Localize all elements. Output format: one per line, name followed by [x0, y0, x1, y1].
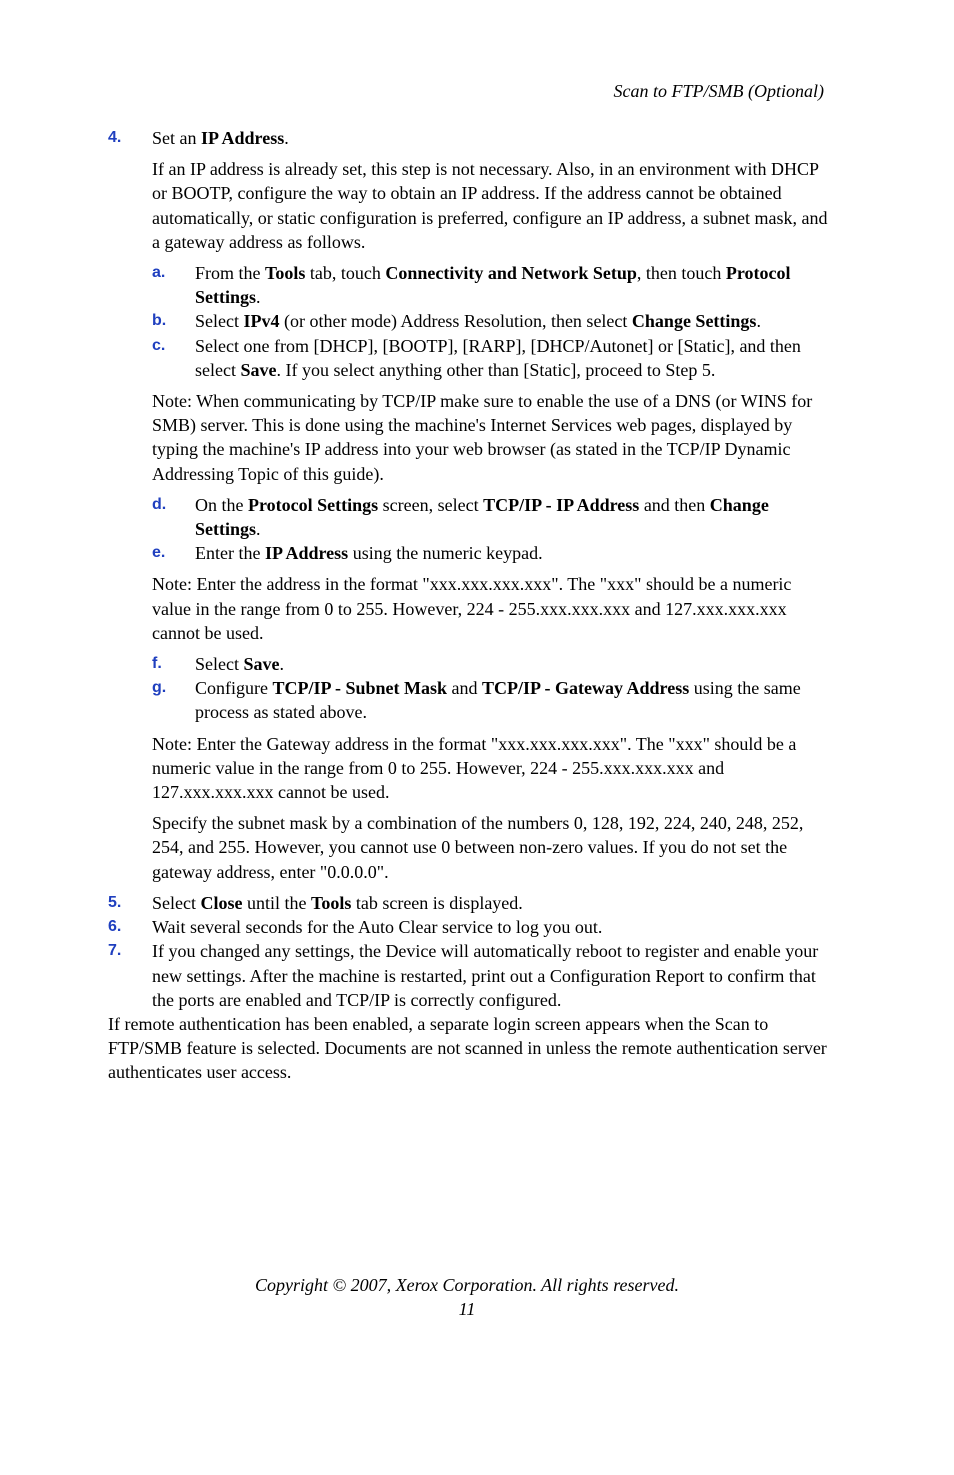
step-4: [108, 126, 828, 150]
substep-text: Select one from [DHCP], [BOOTP], [RARP], [DHCP/Autonet] or [Static], and then select: [195, 335, 801, 380]
step-bold-term: IP Address: [201, 128, 285, 148]
substep-text: Select: [195, 311, 244, 332]
step-text: Set an: [152, 128, 201, 148]
document-body: [108, 126, 828, 1085]
substep-a: [108, 261, 828, 309]
substep-f: [108, 652, 828, 676]
substep-text: From the: [195, 263, 265, 284]
step-number: 7.: [108, 942, 122, 960]
substep-c: [108, 334, 828, 382]
step-text: tab screen is displayed.: [351, 892, 523, 913]
substep-text: Select: [195, 654, 244, 675]
note-address-format: Note: Enter the address in the format "xxx.xxx.xxx.xxx". The "xxx" should be a numeric value in the range from 0 to 255. However, 224 - 255.xxx.xxx.xxx and 127.xxx.xxx.xxx cannot be used.: [152, 574, 792, 643]
running-header: Scan to FTP/SMB (Optional): [613, 81, 824, 101]
substep-text: Configure: [195, 678, 273, 699]
ui-term: Tools: [265, 263, 306, 284]
substep-text: (or other mode) Address Resolution, then select: [279, 311, 632, 332]
step-7: [108, 939, 828, 1012]
note-dns: Note: When communicating by TCP/IP make sure to enable the use of a DNS (or WINS for SMB) server. This is done using the machine's Internet Services web pages, displayed by typing the machine's IP address into your web browser (as stated in the TCP/IP Dynamic Addressing Topic of this guide).: [152, 391, 813, 484]
ui-term: IPv4: [243, 311, 280, 332]
substep-text: and: [447, 678, 483, 699]
substep-g: [108, 676, 828, 724]
substep-text: On the: [195, 494, 248, 515]
substep-d: [108, 493, 828, 541]
ui-term: Close: [200, 892, 243, 913]
substep-text: .: [756, 311, 761, 332]
substep-text: . If you select anything other than [Static], proceed to Step 5.: [276, 359, 716, 380]
ui-term: Save: [240, 359, 277, 380]
ui-term: Protocol Settings: [248, 494, 379, 515]
substep-text: .: [279, 654, 284, 675]
substep-b: [108, 309, 828, 333]
substep-text: using the numeric keypad.: [348, 543, 543, 564]
substep-text: using the same process as stated above.: [195, 678, 801, 723]
note-subnet-mask: Specify the subnet mask by a combination of the numbers 0, 128, 192, 224, 240, 248, 252, 254, and 255. However, you cannot use 0 between non-zero values. If you do not set the gateway address, enter "0.0.0.0".: [152, 813, 804, 882]
substep-letter: e.: [152, 544, 166, 562]
ui-term: TCP/IP - IP Address: [483, 494, 640, 515]
ui-term: TCP/IP - Gateway Address: [482, 678, 690, 699]
copyright-notice: Copyright © 2007, Xerox Corporation. All rights reserved.: [255, 1275, 679, 1295]
substep-text: .: [256, 287, 261, 308]
substep-letter: b.: [152, 312, 167, 330]
step-4-description: If an IP address is already set, this step is not necessary. Also, in an environment with DHCP or BOOTP, configure the way to obtain an IP address. If the address cannot be obtained automatically, or static configuration is preferred, configure an IP address, a subnet mask, and a gateway address as follows.: [152, 159, 828, 252]
substep-letter: f.: [152, 655, 162, 673]
step-number: 6.: [108, 918, 122, 936]
ui-term: Change Settings: [195, 494, 769, 540]
ui-term: Save: [243, 654, 280, 675]
substep-e: [108, 541, 828, 565]
step-text: Wait several seconds for the Auto Clear service to log you out.: [152, 917, 603, 938]
substep-letter: d.: [152, 495, 167, 513]
substep-letter: a.: [152, 264, 166, 282]
step-text: Select: [152, 892, 201, 913]
step-text: If you changed any settings, the Device will automatically reboot to register and enable your new settings. After the machine is restarted, print out a Configuration Report to confirm that the ports are enabled and TCP/IP is correctly configured.: [152, 941, 819, 1010]
substep-text: screen, select: [378, 494, 484, 515]
ui-term: Protocol Settings: [195, 263, 791, 308]
ui-term: TCP/IP - Subnet Mask: [272, 678, 448, 699]
substep-letter: c.: [152, 336, 166, 354]
substep-letter: g.: [152, 679, 167, 697]
substep-text: tab, touch: [305, 263, 386, 284]
step-text: until the: [242, 892, 311, 913]
ui-term: Tools: [310, 892, 352, 913]
note-gateway-format: Note: Enter the Gateway address in the format "xxx.xxx.xxx.xxx". The "xxx" should be a numeric value in the range from 0 to 255. However, 224 - 255.xxx.xxx.xxx and 127.xxx.xxx.xxx cannot be used.: [152, 733, 797, 803]
step-number: 5.: [108, 893, 122, 911]
substep-text: .: [256, 519, 261, 540]
closing-paragraph: If remote authentication has been enabled, a separate login screen appears when the Scan to FTP/SMB feature is selected. Documents are not scanned in unless the remote authentication server authenticates user access.: [108, 1013, 827, 1083]
page-footer: [0, 1273, 934, 1321]
page-number: 11: [458, 1299, 476, 1319]
step-5: [108, 891, 828, 915]
step-number: 4.: [108, 129, 122, 146]
substep-text: , then touch: [636, 263, 726, 284]
substep-text: Enter the: [195, 543, 265, 564]
step-6: [108, 915, 828, 939]
ui-term: Connectivity and Network Setup: [385, 263, 637, 284]
step-text: .: [284, 128, 289, 148]
substep-text: and then: [639, 494, 710, 515]
ui-term: IP Address: [264, 543, 349, 564]
ui-term: Change Settings: [631, 311, 757, 332]
